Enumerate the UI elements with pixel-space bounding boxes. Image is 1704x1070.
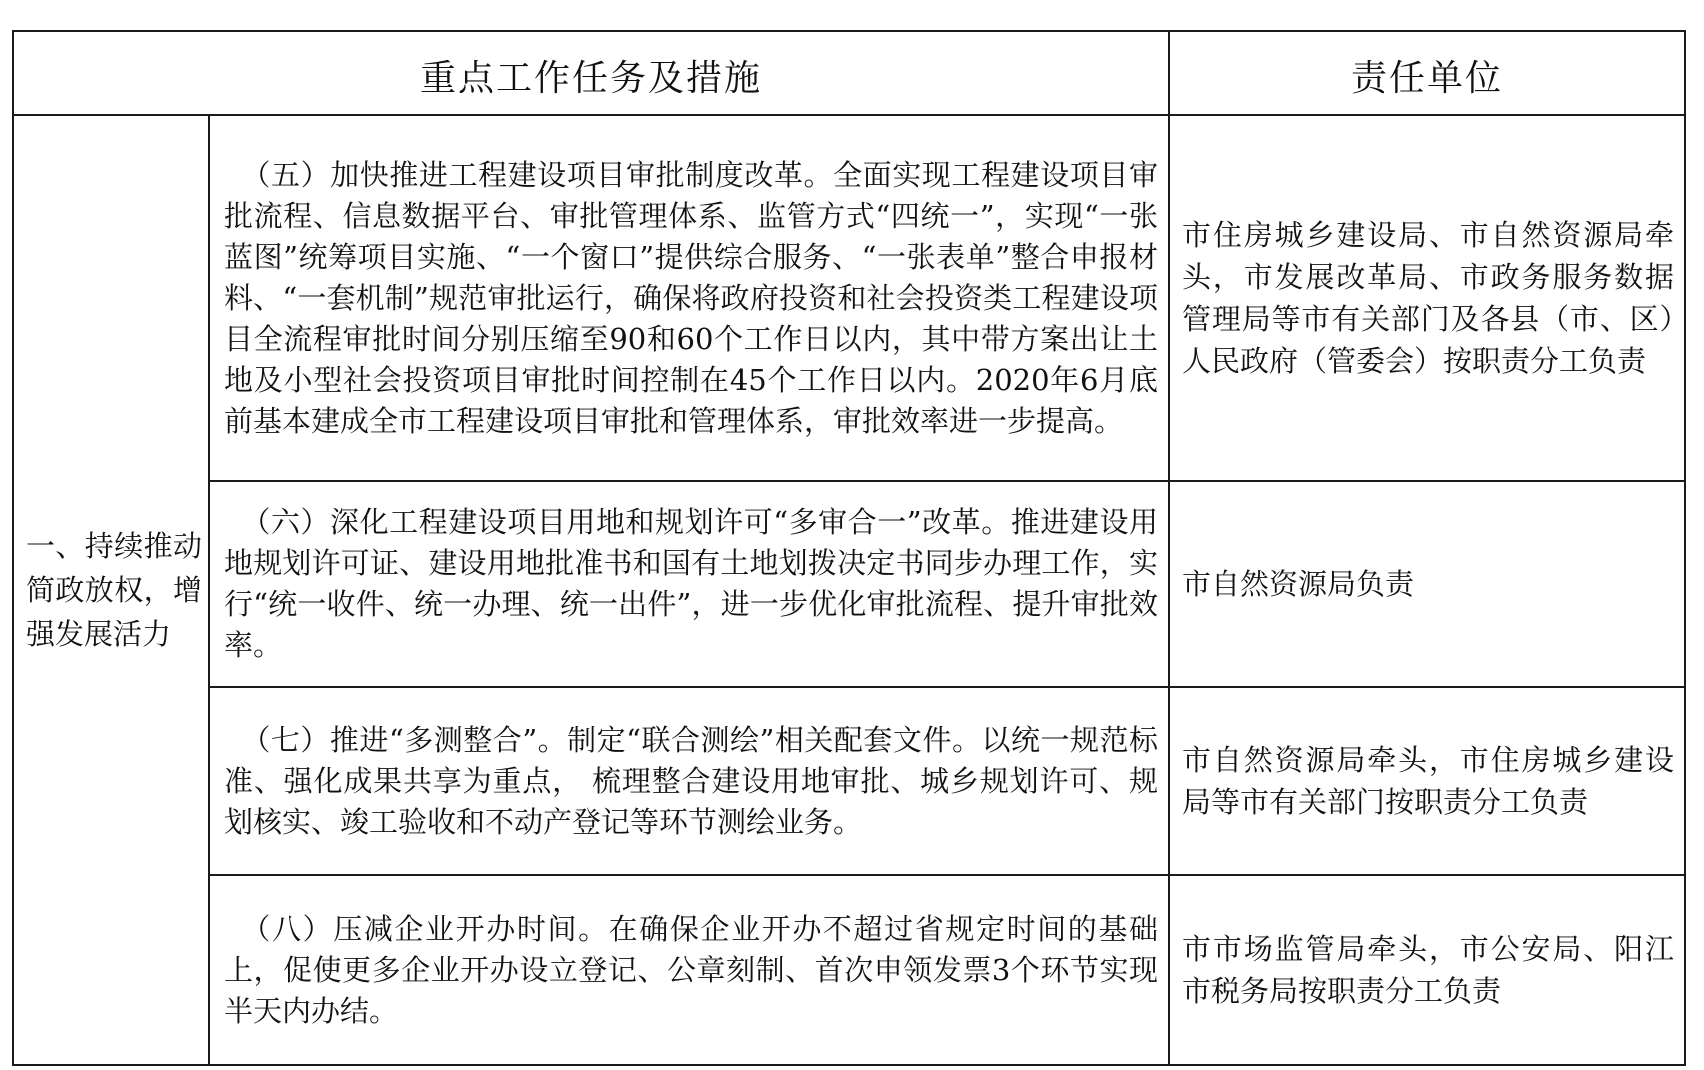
unit-cell	[1169, 115, 1685, 481]
unit-cell	[1169, 481, 1685, 687]
header-unit-cell	[1169, 31, 1685, 115]
task-cell	[209, 687, 1169, 875]
task-cell	[209, 875, 1169, 1065]
header-unit: 责任单位	[1351, 57, 1504, 99]
responsibility-table	[12, 30, 1686, 1066]
task-text: （七）推进“多测整合”。制定“联合测绘”相关配套文件。以统一规范标准、强化成果共享为重点， 梳理整合建设用地审批、城乡规划许可、规划核实、竣工验收和不动产登记等环节测绘业务。	[224, 722, 1159, 839]
header-tasks: 重点工作任务及措施	[420, 57, 763, 99]
task-text: （五）加快推进工程建设项目审批制度改革。全面实现工程建设项目审批流程、信息数据平台、审批管理体系、监管方式“四统一”，实现“一张蓝图”统筹项目实施、“一个窗口”提供综合服务、“一张表单”整合申报材料、“一套机制”规范审批运行，确保将政府投资和社会投资类工程建设项目全流程审批时间分别压缩至90和60个工作日以内，其中带方案出让土地及小型社会投资项目审批时间控制在45个工作日以内。2020年6月底前基本建成全市工程建设项目审批和管理体系，审批效率进一步提高。	[224, 157, 1159, 438]
task-cell	[209, 481, 1169, 687]
category-label: 一、持续推动简政放权，增强发展活力	[26, 529, 202, 651]
task-text: （八）压减企业开办时间。在确保企业开办不超过省规定时间的基础上，促使更多企业开办设立登记、公章刻制、首次申领发票3个环节实现半天内办结。	[224, 911, 1159, 1028]
unit-cell	[1169, 687, 1685, 875]
unit-text: 市自然资源局负责	[1182, 567, 1415, 601]
table-row	[13, 687, 1685, 875]
unit-cell	[1169, 875, 1685, 1065]
table-row	[13, 875, 1685, 1065]
unit-text: 市市场监管局牵头，市公安局、阳江市税务局按职责分工负责	[1182, 932, 1675, 1008]
table-row	[13, 115, 1685, 481]
unit-text: 市自然资源局牵头，市住房城乡建设局等市有关部门按职责分工负责	[1182, 743, 1675, 819]
category-cell	[13, 115, 209, 1065]
task-cell	[209, 115, 1169, 481]
unit-text: 市住房城乡建设局、市自然资源局牵头，市发展改革局、市政务服务数据管理局等市有关部门及各县（市、区）人民政府（管委会）按职责分工负责	[1182, 218, 1675, 378]
header-tasks-cell	[13, 31, 1169, 115]
task-text: （六）深化工程建设项目用地和规划许可“多审合一”改革。推进建设用地规划许可证、建设用地批准书和国有土地划拨决定书同步办理工作，实行“统一收件、统一办理、统一出件”，进一步优化审批流程、提升审批效率。	[224, 505, 1159, 662]
table-header-row	[13, 31, 1685, 115]
table-row	[13, 481, 1685, 687]
